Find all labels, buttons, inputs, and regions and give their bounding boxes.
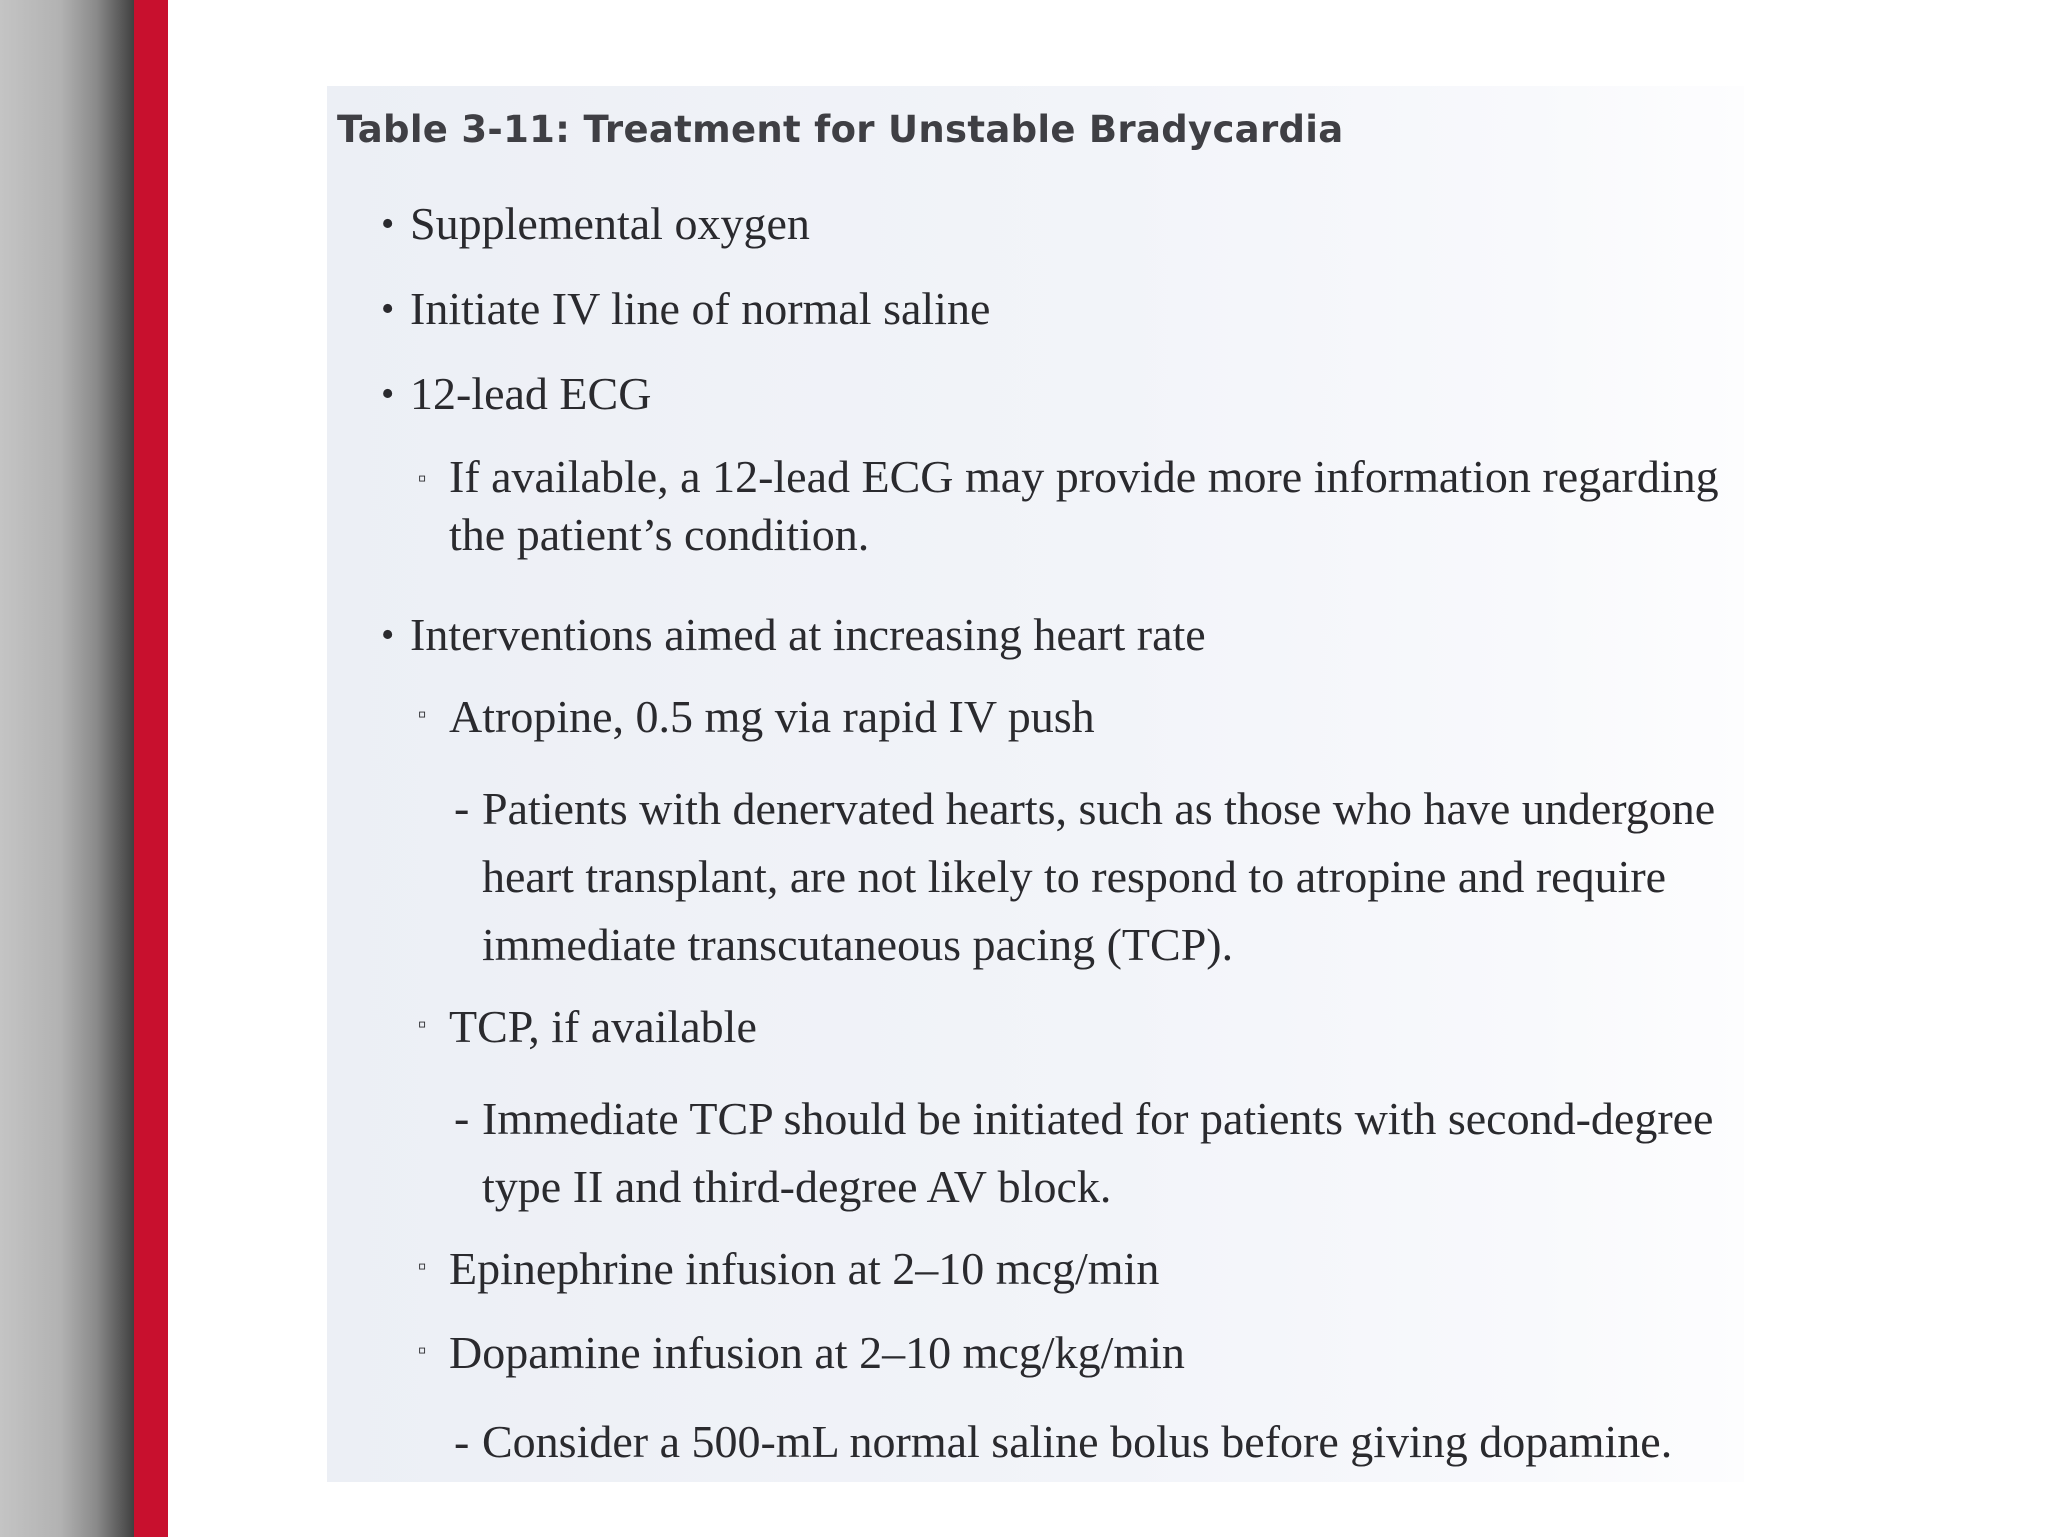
item-text-line: Immediate TCP should be initiated for patients with second-degree (482, 1093, 1714, 1144)
item-text-line: type II and third-degree AV block. (482, 1161, 1112, 1212)
dash-bullet-icon: - (454, 782, 470, 833)
item-text-line: immediate transcutaneous pacing (TCP). (482, 919, 1234, 970)
sub-sub-item-denervated-hearts (454, 775, 1716, 979)
square-bullet-icon: ▫ (418, 466, 427, 492)
bullet-item-supplemental-oxygen (381, 191, 810, 257)
item-text: Interventions aimed at increasing heart rate (410, 609, 1206, 660)
sub-item-epinephrine (418, 1236, 1160, 1302)
bullet-item-interventions (381, 602, 1206, 668)
item-text-line: heart transplant, are not likely to respond to atropine and require (482, 851, 1667, 902)
square-bullet-icon: ▫ (418, 702, 427, 728)
item-text: Initiate IV line of normal saline (410, 283, 991, 334)
dash-bullet-icon: - (454, 1092, 470, 1143)
red-accent-stripe (134, 0, 168, 1537)
item-text: Supplemental oxygen (410, 198, 810, 249)
sub-item-atropine (418, 684, 1095, 750)
bullet-item-initiate-iv (381, 276, 991, 342)
item-text-line: the patient’s condition. (449, 509, 870, 560)
item-text: Consider a 500-mL normal saline bolus before giving dopamine. (482, 1416, 1673, 1467)
item-text-line: Patients with denervated hearts, such as those who have undergone (482, 783, 1716, 834)
item-text: Atropine, 0.5 mg via rapid IV push (449, 691, 1095, 742)
sub-item-tcp (418, 994, 757, 1060)
item-text: TCP, if available (449, 1001, 757, 1052)
item-text-line: If available, a 12-lead ECG may provide more information regarding (449, 451, 1719, 502)
square-bullet-icon: ▫ (418, 1012, 427, 1038)
item-text: Epinephrine infusion at 2–10 mcg/min (449, 1243, 1160, 1294)
square-bullet-icon: ▫ (418, 1254, 427, 1280)
bullet-dot-icon: • (381, 373, 395, 415)
sub-sub-item-immediate-tcp (454, 1085, 1714, 1221)
square-bullet-icon: ▫ (418, 1338, 427, 1364)
bullet-dot-icon: • (381, 614, 395, 656)
dash-bullet-icon: - (454, 1416, 470, 1467)
bullet-item-12-lead-ecg (381, 361, 652, 427)
table-title: Table 3-11: Treatment for Unstable Bradycardia (337, 108, 1344, 151)
bullet-dot-icon: • (381, 203, 395, 245)
sub-item-ecg-info (418, 448, 1719, 564)
item-text: Dopamine infusion at 2–10 mcg/kg/min (449, 1327, 1185, 1378)
sub-sub-item-saline-bolus (454, 1409, 1673, 1475)
bullet-dot-icon: • (381, 288, 395, 330)
item-text: 12-lead ECG (410, 368, 652, 419)
sub-item-dopamine (418, 1320, 1185, 1386)
left-gray-margin (0, 0, 134, 1537)
